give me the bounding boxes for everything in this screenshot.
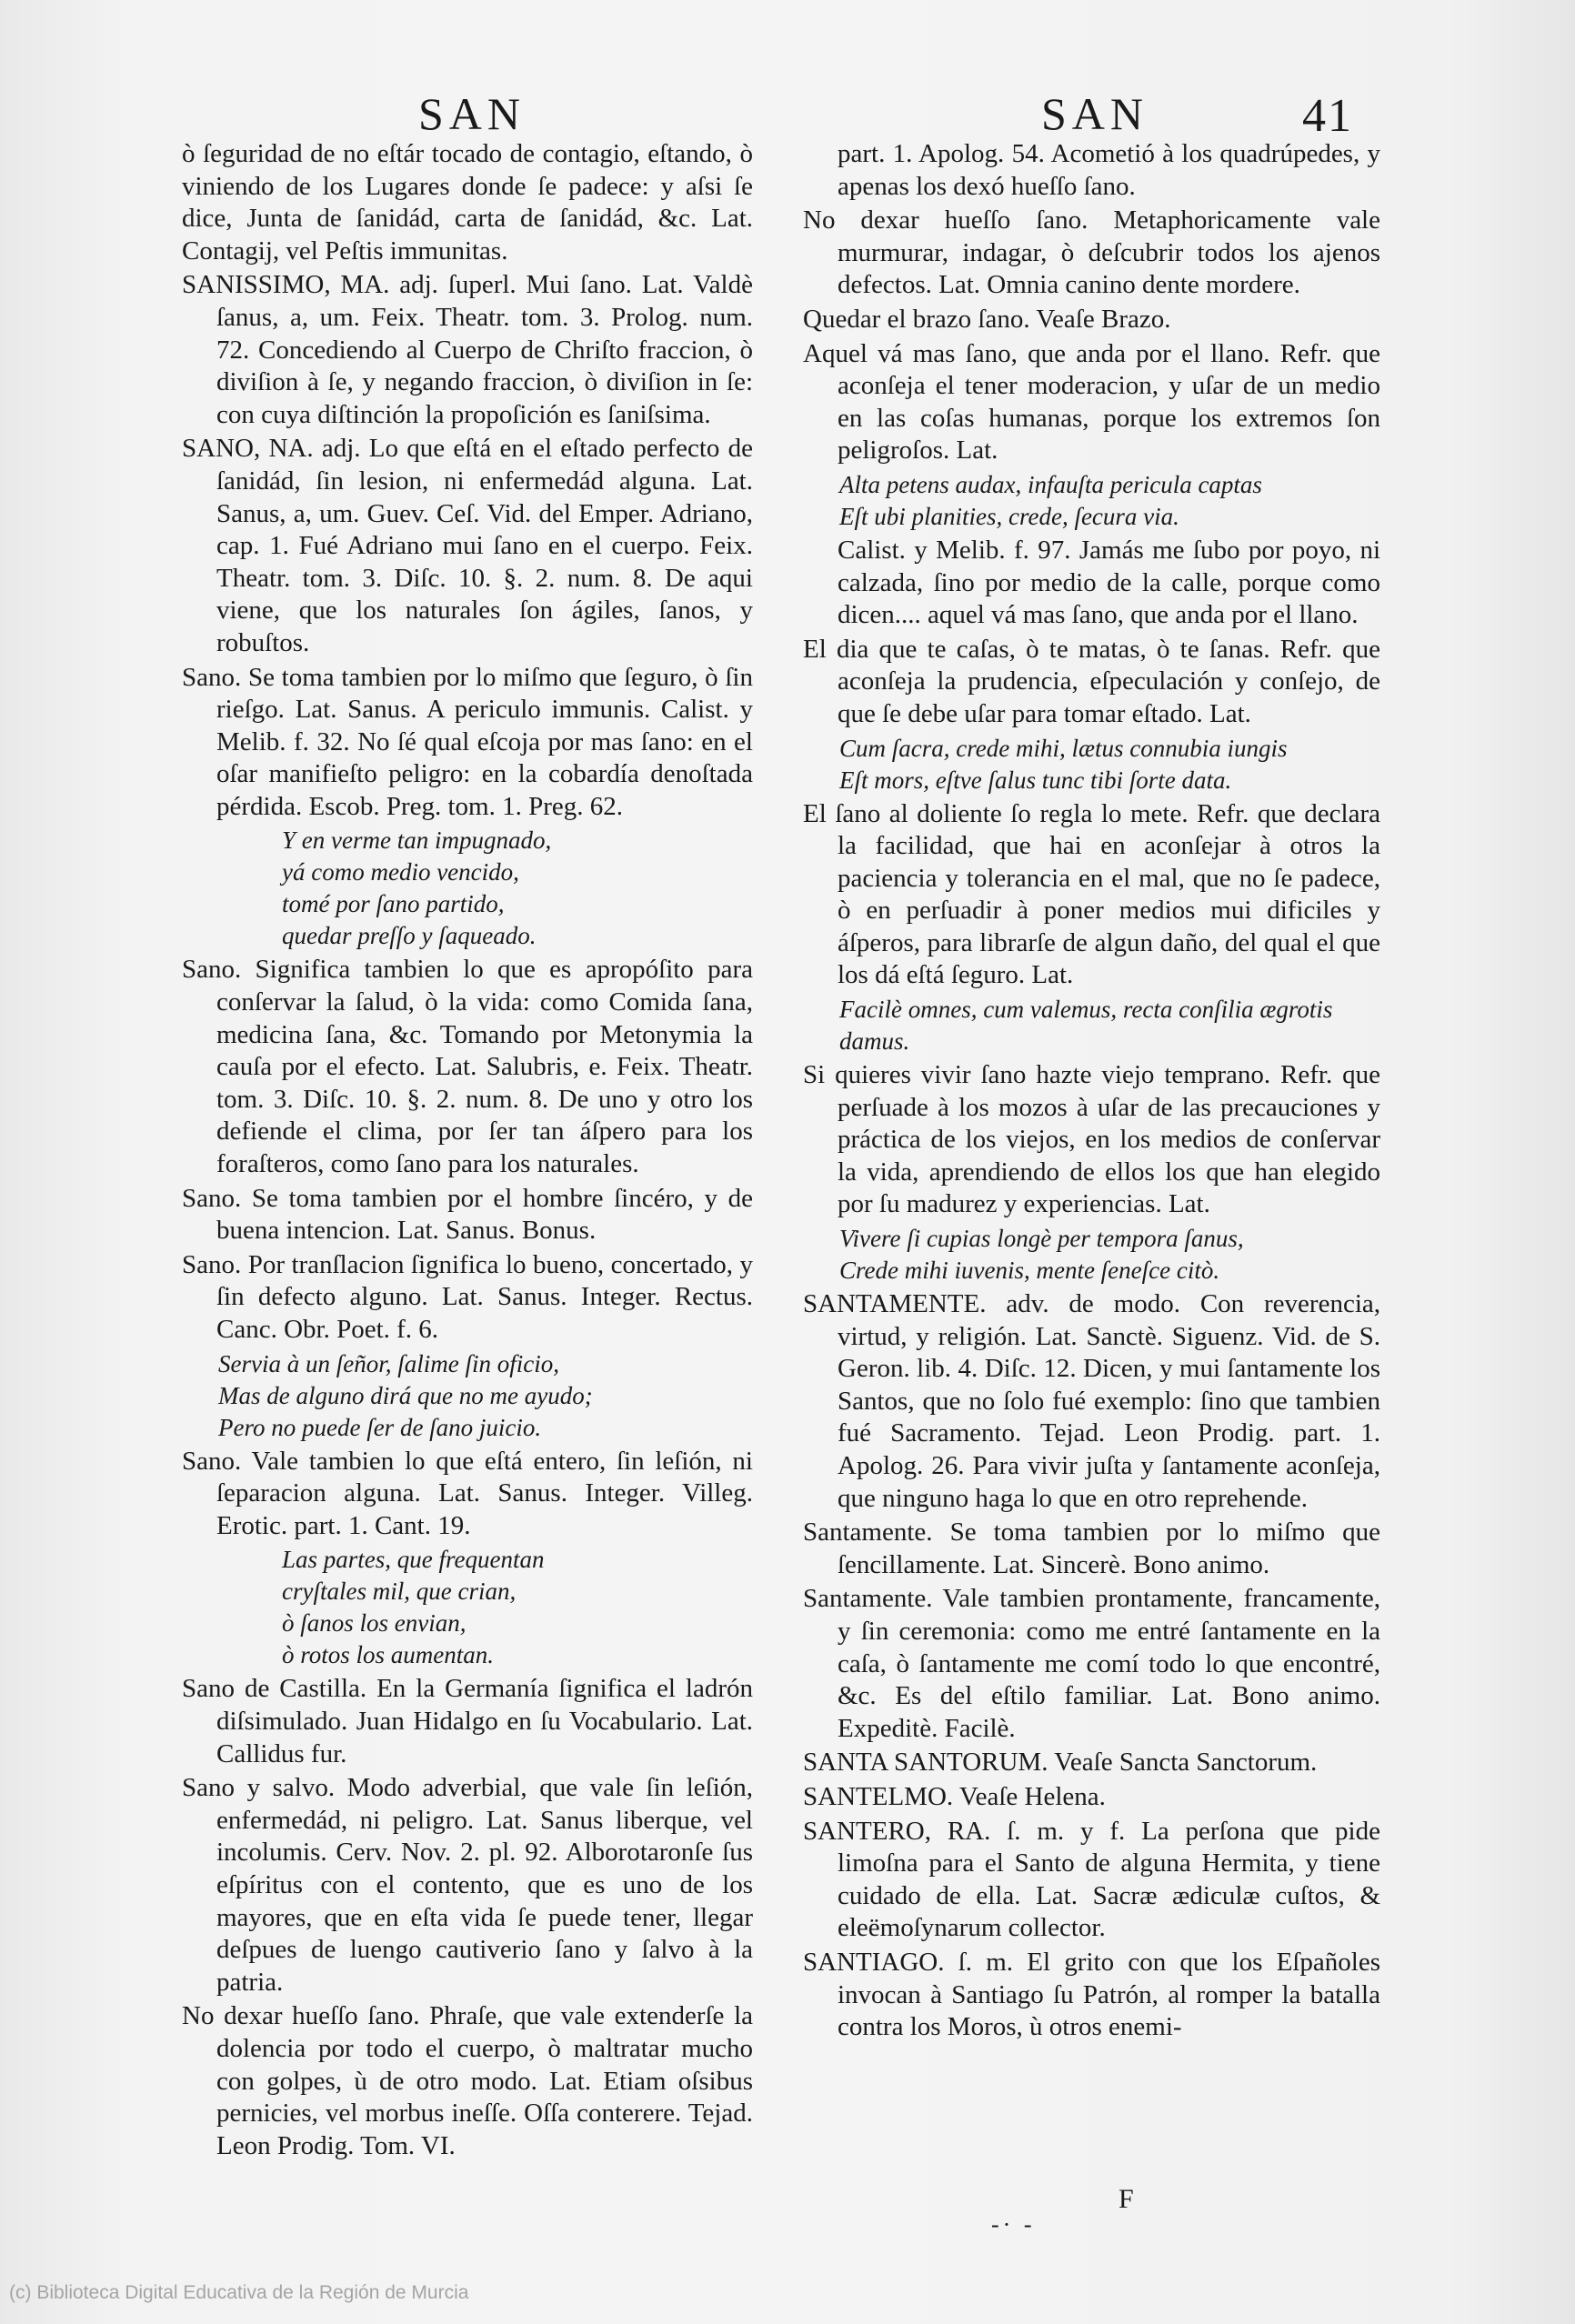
dictionary-entry: Sano y salvo. Modo adverbial, que vale ſin leſión, enfermedád, ni peligro. Lat. Sanus liberque, vel incolumis. Cerv. Nov. 2. pl. 92. Alborotaronſe ſus eſpíritus con el contento, que es uno de los mayores, que en eſta vida ſe puede tener, llegar deſpues de luengo cautiverio ſano y ſalvo à la patria. — [182, 1773, 753, 1997]
dictionary-entry: SANO, NA. adj. Lo que eſtá en el eſtado perfecto de ſanidád, ſin lesion, ni enfermedád alguna. Lat. Sanus, a, um. Guev. Ceſ. Vid. del Emper. Adriano, cap. 1. Fué Adriano mui ſano en el cuerpo. Feix. Theatr. tom. 3. Diſc. 10. §. 2. num. 8. De aqui viene, que los naturales ſon ágiles, ſanos, y robuſtos. — [182, 434, 753, 657]
dictionary-entry: part. 1. Apolog. 54. Acometió à los quadrúpedes, y apenas los dexó hueſſo ſano. — [838, 139, 1380, 201]
verse-quote: Alta petens audax, infauſta pericula captas Eſt ubi planities, crede, ſecura via. — [839, 470, 1262, 530]
page-number: 41 — [1302, 90, 1353, 142]
verse-quote: Y en verme tan impugnado, yá como medio vencido, tomé por ſano partido, quedar preſſo y ſaqueado. — [282, 826, 552, 950]
dictionary-entry: Sano. Vale tambien lo que eſtá entero, ſin leſión, ni ſeparacion alguna. Lat. Sanus. Integer. Villeg. Erotic. part. 1. Cant. 19. — [182, 1446, 753, 1540]
dictionary-entry: No dexar hueſſo ſano. Phraſe, que vale extenderſe la dolencia por todo el cuerpo, ò maltratar mucho con golpes, ù de otro modo. Lat. Etiam oſsibus pernicies, vel morbus ineſſe. Oſſa conterere. Tejad. Leon Prodig. Tom. VI. — [182, 2001, 753, 2160]
dictionary-entry: Sano. Se toma tambien por lo miſmo que ſeguro, ò ſin rieſgo. Lat. Sanus. A periculo immunis. Calist. y Melib. f. 32. No ſé qual eſcoja por mas ſano: en el oſar manifieſto peligro: en la cobardía denoſtada pérdida. Escob. Preg. tom. 1. Preg. 62. — [182, 662, 753, 821]
left-column — [182, 138, 753, 2164]
dictionary-entry: SANTAMENTE. adv. de modo. Con reverencia, virtud, y religión. Lat. Sanctè. Siguenz. Vid. de S. Geron. lib. 4. Diſc. 12. Dicen, y mui ſantamente los Santos, que no ſolo fué exemplo: ſino que tambien fué Sacramento. Tejad. Leon Prodig. part. 1. Apolog. 26. Para vivir juſta y ſantamente aconſeja, que ninguno haga lo que en otro reprehende. — [803, 1289, 1380, 1513]
signature-mark: F — [1119, 2184, 1134, 2214]
dictionary-entry: Sano. Significa tambien lo que es apropóſito para conſervar la ſalud, ò la vida: como Comida ſana, medicina ſana, &c. Tomando por Metonymia la cauſa por el efecto. Lat. Salubris, e. Feix. Theatr. tom. 3. Diſc. 10. §. 2. num. 8. De uno y otro los defiende el clima, por ſer tan áſpero para los foraſteros, como ſano para los naturales. — [182, 955, 753, 1179]
verse-quote: Facilè omnes, cum valemus, recta conſilia ægrotis damus. — [839, 996, 1333, 1056]
dictionary-entry: SANTIAGO. ſ. m. El grito con que los Eſpañoles invocan à Santiago ſu Patrón, al romper la batalla contra los Moros, ù otros enemi- — [803, 1947, 1380, 2042]
dictionary-entry: Sano. Por tranſlacion ſignifica lo bueno, concertado, y ſin defecto alguno. Lat. Sanus. Integer. Rectus. Canc. Obr. Poet. f. 6. — [182, 1249, 753, 1344]
verse-quote: Las partes, que frequentan cryſtales mil, que crian, ò ſanos los envian, ò rotos los aumentan. — [282, 1546, 545, 1669]
dictionary-entry: El dia que te caſas, ò te matas, ò te ſanas. Refr. que aconſeja la prudencia, eſpeculación y conſejo, de que ſe debe uſar para tomar eſtado. Lat. — [803, 634, 1380, 728]
dictionary-entry: Si quieres vivir ſano hazte viejo temprano. Refr. que perſuade à los mozos à uſar de las precauciones y práctica de los viejos, en los medios de conſervar la vida, aprendiendo de ellos los que han elegido por ſu madurez y experiencias. Lat. — [803, 1060, 1380, 1219]
dictionary-entry: ò ſeguridad de no eſtár tocado de contagio, eſtando, ò viniendo de los Lugares donde ſe padece: y aſsi ſe dice, Junta de ſanidád, carta de ſanidád, &c. Lat. Contagij, vel Peſtis immunitas. — [182, 139, 753, 265]
running-header-right: SAN — [1041, 88, 1149, 139]
fold-marks: -· - — [991, 2211, 1036, 2238]
dictionary-entry: Sano de Castilla. En la Germanía ſignifica el ladrón diſsimulado. Juan Hidalgo en ſu Vocabulario. Lat. Callidus fur. — [182, 1674, 753, 1768]
dictionary-entry: No dexar hueſſo ſano. Metaphoricamente vale murmurar, indagar, ò deſcubrir todos los ajenos defectos. Lat. Omnia canino dente mordere. — [803, 205, 1380, 300]
dictionary-entry: SANTA SANTORUM. Veaſe Sancta Sanctorum. — [803, 1748, 1318, 1778]
verse-quote: Servia à un ſeñor, ſalime ſin oficio, Mas de alguno dirá que no me ayudo; Pero no puede ſer de ſano juicio. — [218, 1349, 593, 1441]
verse-quote: Cum ſacra, crede mihi, lætus connubia iungis Eſt mors, eſtve ſalus tunc tibi ſorte data. — [839, 734, 1288, 794]
dictionary-entry: Quedar el brazo ſano. Veaſe Brazo. — [803, 304, 1171, 334]
running-header-left: SAN — [418, 88, 527, 139]
dictionary-entry: Calist. y Melib. f. 97. Jamás me ſubo por poyo, ni calzada, ſino por medio de la calle, porque como dicen.... aquel vá mas ſano, que anda por el llano. — [838, 535, 1380, 630]
dictionary-entry: SANTERO, RA. ſ. m. y f. La perſona que pide limoſna para el Santo de alguna Hermita, y tiene cuidado de ella. Lat. Sacræ ædiculæ cuſtos, & eleëmoſynarum collector. — [803, 1816, 1380, 1943]
right-column — [803, 138, 1380, 2046]
dictionary-entry: SANISSIMO, MA. adj. ſuperl. Mui ſano. Lat. Valdè ſanus, a, um. Feix. Theatr. tom. 3. Prolog. num. 72. Concediendo al Cuerpo de Chriſto fraccion, ò diviſion à ſe, y negando fraccion, ò diviſion in ſe: con cuya diſtinción la propoſición es ſaniſsima. — [182, 270, 753, 429]
dictionary-entry: Santamente. Se toma tambien por lo miſmo que ſencillamente. Lat. Sincerè. Bono animo. — [803, 1518, 1380, 1579]
dictionary-entry: Sano. Se toma tambien por el hombre ſincéro, y de buena intencion. Lat. Sanus. Bonus. — [182, 1183, 753, 1246]
verse-quote: Vivere ſi cupias longè per tempora ſanus, Crede mihi iuvenis, mente ſeneſce citò. — [839, 1225, 1244, 1285]
dictionary-entry: Aquel vá mas ſano, que anda por el llano. Refr. que aconſeja el tener moderacion, y uſar de un medio en las coſas humanas, porque los extremos ſon peligroſos. Lat. — [803, 338, 1380, 466]
dictionary-entry: El ſano al doliente ſo regla lo mete. Refr. que declara la facilidad, que hai en aconſejar à otros la paciencia y tolerancia en el mal, que no ſe padece, ò en perſuadir à poner medios mui dificiles y áſperos, para librarſe de algun daño, del qual el que los dá eſtá ſeguro. Lat. — [803, 798, 1380, 990]
dictionary-entry: SANTELMO. Veaſe Helena. — [803, 1781, 1106, 1811]
library-credit: (c) Biblioteca Digital Educativa de la Región de Murcia — [9, 2282, 469, 2303]
dictionary-entry: Santamente. Vale tambien prontamente, francamente, y ſin ceremonia: como me entré ſantamente en la caſa, ò ſantamente me comí todo lo que encontré, &c. Es del eſtilo familiar. Lat. Bono animo. Expeditè. Facilè. — [803, 1584, 1380, 1743]
